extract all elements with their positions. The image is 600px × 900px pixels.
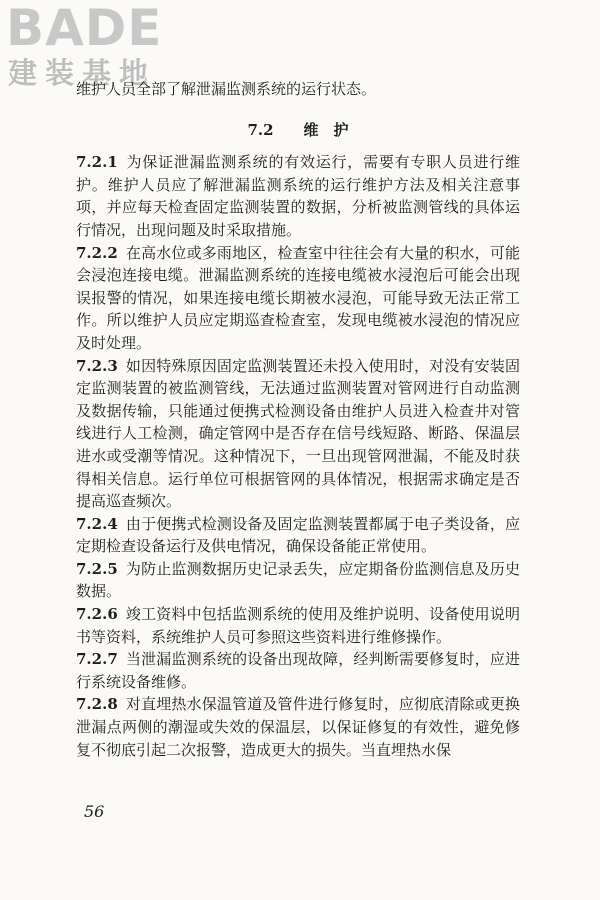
clause-number: 7.2.2: [76, 243, 118, 262]
clause-number: 7.2.7: [76, 650, 118, 669]
clause-7-2-7: [76, 648, 520, 693]
clause-number: 7.2.1: [76, 153, 118, 172]
clause-number: 7.2.6: [76, 605, 118, 624]
clause-text: 对直埋热水保温管道及管件进行修复时，应彻底清除或更换泄漏点两侧的潮湿或失效的保温层，以保证修复的有效性，避免修复不彻底引起二次报警，造成更大的损失。当直埋热水保: [76, 695, 520, 759]
clause-7-2-4: [76, 513, 520, 558]
clause-7-2-8: [76, 693, 520, 761]
clause-text: 在高水位或多雨地区，检查室中往往会有大量的积水，可能会浸泡连接电缆。泄漏监测系统的连接电缆被水浸泡后可能会出现误报警的情况，如果连接电缆长期被水浸泡，可能导致无法正常工作。所以维护人员应定期巡查检查室，发现电缆被水浸泡的情况应及时处理。: [76, 243, 520, 352]
clause-text: 为保证泄漏监测系统的有效运行，需要有专职人员进行维护。维护人员应了解泄漏监测系统的运行维护方法及相关注意事项，并应每天检查固定监测装置的数据，分析被监测管线的具体运行情况，出现问题及时采取措施。: [76, 153, 520, 239]
clause-7-2-5: [76, 558, 520, 603]
section-heading: [76, 119, 520, 142]
page-number: 56: [84, 802, 105, 821]
section-number: 7.2: [247, 120, 274, 139]
clause-number: 7.2.8: [76, 695, 118, 714]
clause-7-2-3: [76, 355, 520, 513]
clause-number: 7.2.5: [76, 559, 118, 578]
clause-number: 7.2.3: [76, 356, 118, 375]
section-title: 维 护: [303, 120, 349, 139]
clause-7-2-2: [76, 242, 520, 355]
clause-7-2-1: [76, 151, 520, 241]
logo-wordmark: BADE: [6, 0, 163, 57]
logo-subtitle: 建装基地: [8, 56, 157, 90]
clause-text: 如因特殊原因固定监测装置还未投入使用时，对没有安装固定监测装置的被监测管线，无法通过监测装置对管网进行自动监测及数据传输，只能通过便携式检测设备由维护人员进入检查井对管线进行人工检测，确定管网中是否存在信号线短路、断路、保温层进水或受潮等情况。这种情况下，一旦出现管网泄漏，不能及时获得相关信息。运行单位可根据管网的具体情况，根据需求确定是否提高巡查频次。: [76, 356, 520, 511]
continued-paragraph: 维护人员全部了解泄漏监测系统的运行状态。: [76, 80, 377, 98]
page-body: [76, 78, 520, 761]
clause-number: 7.2.4: [76, 514, 118, 533]
clause-text: 由于便携式检测设备及固定监测装置都属于电子类设备，应定期检查设备运行及供电情况，确保设备能正常使用。: [76, 514, 520, 556]
clause-text: 当泄漏监测系统的设备出现故障，经判断需要修复时，应进行系统设备维修。: [76, 650, 520, 691]
clause-text: 竣工资料中包括监测系统的使用及维护说明、设备使用说明书等资料，系统维护人员可参照这些资料进行维修操作。: [76, 605, 520, 646]
clause-7-2-6: [76, 603, 520, 648]
clause-text: 为防止监测数据历史记录丢失，应定期备份监测信息及历史数据。: [76, 559, 520, 601]
